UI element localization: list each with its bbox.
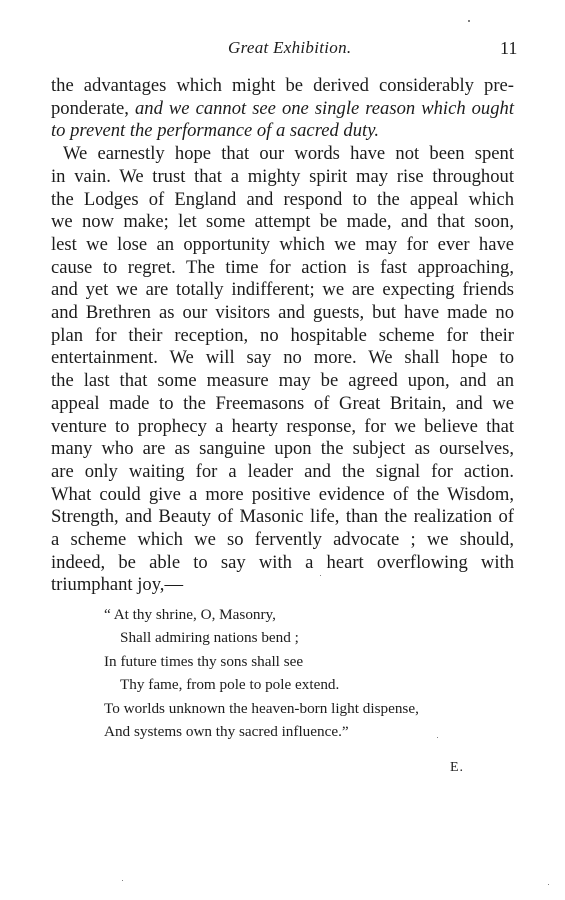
text-line: indeed, be able to say with a heart overflowing with bbox=[51, 551, 514, 573]
body-text bbox=[51, 75, 514, 597]
print-speck bbox=[437, 737, 438, 738]
print-speck bbox=[548, 884, 549, 885]
text-line: we now make; let some attempt be made, and that soon, bbox=[51, 211, 514, 233]
italic-text-line: to prevent the performance of a sacred duty. bbox=[51, 120, 380, 142]
text-line: many who are as sanguine upon the subject as ourselves, bbox=[51, 438, 514, 460]
text-line: are only waiting for a leader and the signal for action. bbox=[51, 460, 514, 482]
poem-line: “ At thy shrine, O, Masonry, bbox=[104, 606, 276, 623]
text-line: and Brethren as our visitors and guests, but have made no bbox=[51, 302, 514, 324]
text-line: the last that some measure may be agreed upon, and an bbox=[51, 370, 514, 392]
author-signature: E. bbox=[450, 760, 465, 775]
print-speck bbox=[468, 20, 470, 22]
poem-line: And systems own thy sacred influence.” bbox=[104, 723, 349, 741]
text-line: the advantages which might be derived considerably pre- bbox=[51, 75, 514, 96]
text-line: in vain. We trust that a mighty spirit may rise throughout bbox=[51, 165, 514, 187]
text-line: lest we lose an opportunity which we may for ever have bbox=[51, 233, 514, 255]
text-line: triumphant joy,— bbox=[51, 574, 184, 596]
poem-line: Thy fame, from pole to pole extend. bbox=[120, 676, 340, 694]
text-line: and yet we are totally indifferent; we are expecting friends bbox=[51, 279, 514, 301]
text-line: We earnestly hope that our words have not been spent bbox=[63, 143, 514, 165]
text-fragment: ponderate, bbox=[51, 97, 129, 119]
poem-quotation bbox=[104, 603, 484, 743]
text-line: What could give a more positive evidence of the Wisdom, bbox=[51, 483, 514, 505]
text-line: cause to regret. The time for action is fast approaching, bbox=[51, 256, 514, 278]
page-header bbox=[0, 38, 565, 64]
poem-line: To worlds unknown the heaven-born light dispense, bbox=[104, 699, 419, 717]
running-head: Great Exhibition. bbox=[228, 38, 352, 57]
poem-line: In future times thy sons shall see bbox=[104, 652, 304, 670]
paragraph bbox=[51, 143, 514, 597]
text-line: plan for their reception, no hospitable scheme for their bbox=[51, 324, 514, 346]
print-speck bbox=[122, 880, 123, 881]
text-line: appeal made to the Freemasons of Great Britain, and we bbox=[51, 392, 514, 414]
print-speck bbox=[320, 575, 321, 576]
text-line: Strength, and Beauty of Masonic life, than the realization of bbox=[51, 506, 514, 528]
text-line: the Lodges of England and respond to the appeal which bbox=[51, 188, 514, 210]
text-line bbox=[51, 98, 514, 121]
text-line: entertainment. We will say no more. We shall hope to bbox=[51, 347, 514, 369]
paragraph-continued bbox=[51, 75, 514, 143]
italic-text: and we cannot see one single reason which ought bbox=[134, 97, 514, 119]
text-line: a scheme which we so fervently advocate ; we should, bbox=[51, 529, 514, 551]
text-line: venture to prophecy a hearty response, for we believe that bbox=[51, 415, 514, 437]
poem-line: Shall admiring nations bend ; bbox=[120, 629, 299, 647]
page-number: 11 bbox=[500, 38, 518, 58]
